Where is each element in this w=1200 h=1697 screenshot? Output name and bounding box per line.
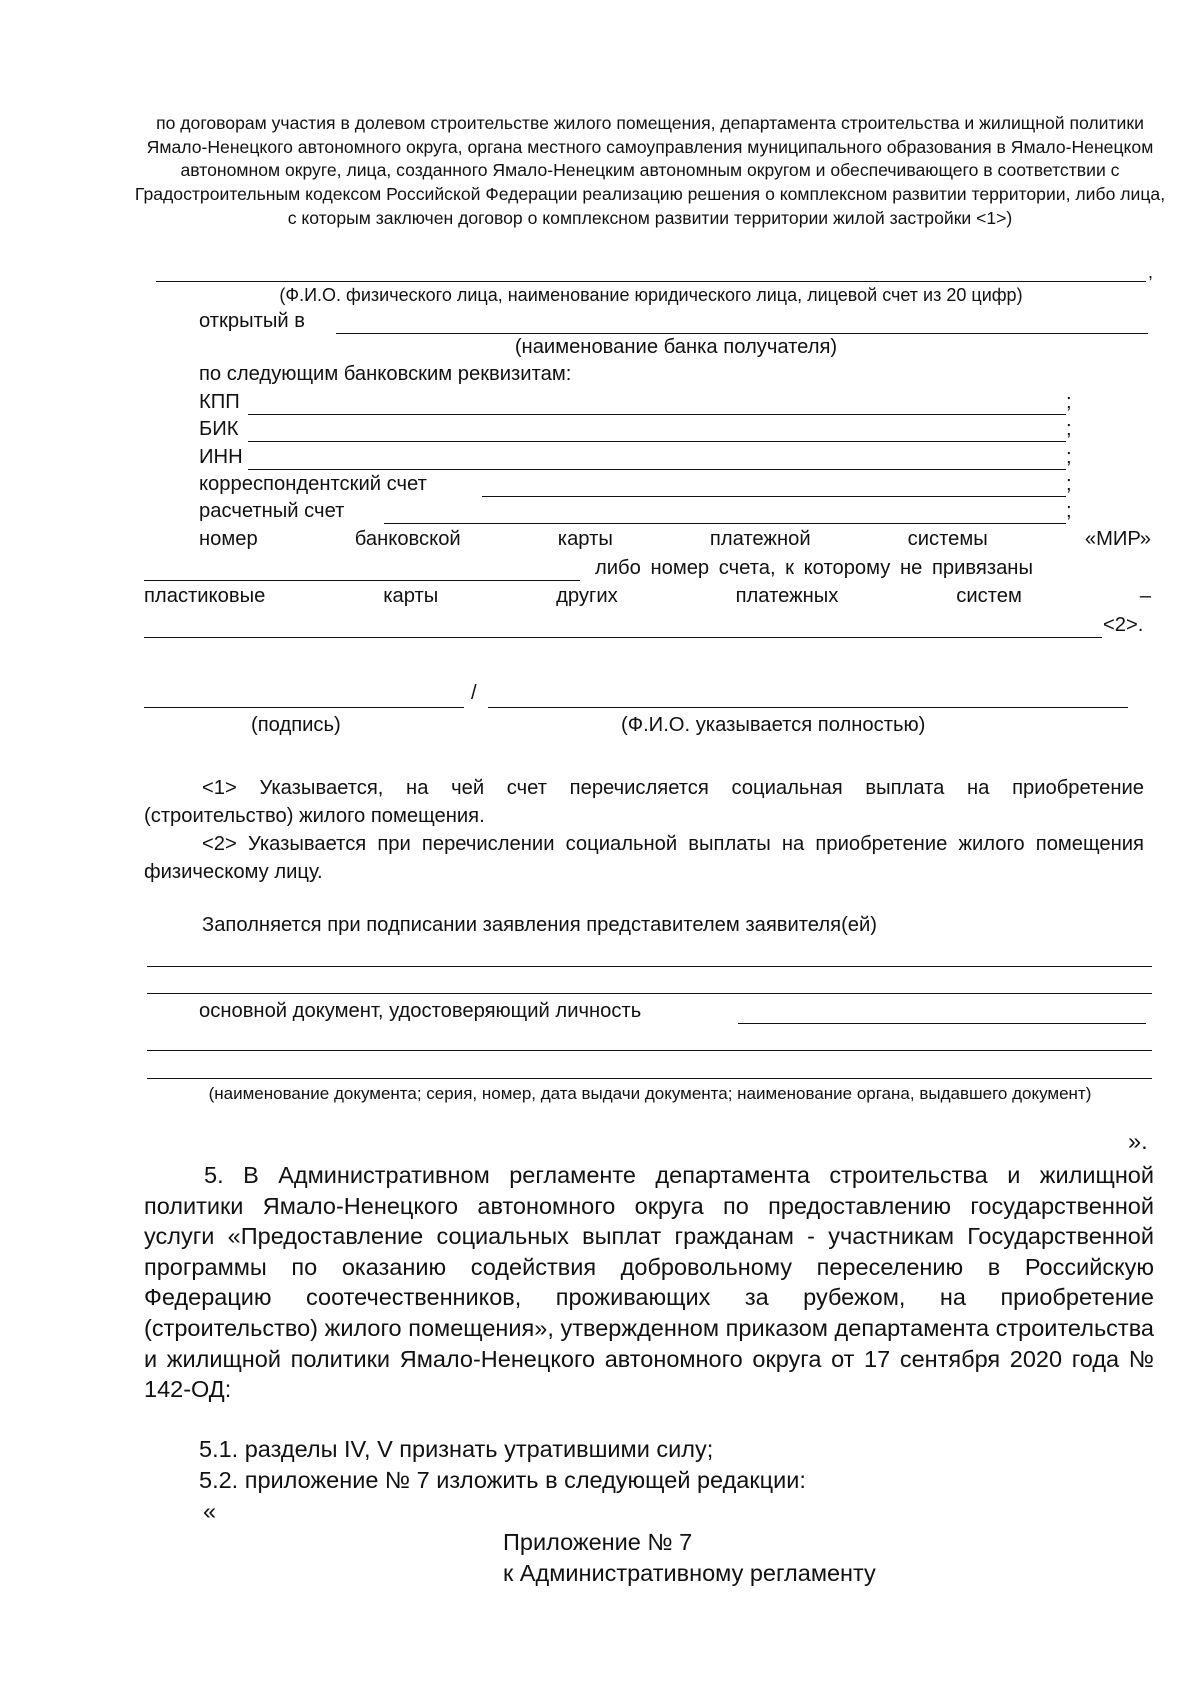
recipient-line bbox=[156, 281, 1146, 282]
recipient-trailing-comma: , bbox=[1148, 262, 1154, 282]
account-number-line bbox=[144, 637, 1102, 638]
settlement-account-line bbox=[384, 523, 1066, 524]
signature-slash: / bbox=[471, 682, 477, 704]
settlement-account-terminator: ; bbox=[1066, 500, 1072, 522]
corr-account-label: корреспондентский счет bbox=[199, 473, 427, 495]
inn-line bbox=[248, 469, 1066, 470]
appendix-subtitle: к Административному регламенту bbox=[503, 1560, 876, 1586]
full-name-caption: (Ф.И.О. указывается полностью) bbox=[621, 714, 926, 736]
bank-caption: (наименование банка получателя) bbox=[514, 336, 838, 358]
card-line-1 bbox=[199, 528, 1151, 551]
id-document-line bbox=[738, 1023, 1146, 1024]
footnote-1: <1> Указывается, на чей счет перечисляется социальная выплата на приобретение (строительство) жилого помещения. bbox=[144, 777, 1144, 827]
representative-line-1 bbox=[147, 966, 1152, 967]
open-quote: « bbox=[203, 1498, 217, 1524]
card-number-line bbox=[144, 580, 580, 581]
card-word: карты bbox=[557, 528, 613, 550]
bik-label: БИК bbox=[199, 418, 239, 440]
amendment-paragraph: 5. В Административном регламенте департамента строительства и жилищной политики Ямало-Ненецкого автономного округа по предоставлению государственной услуги «Предоставление социальных выплат гражданам - участникам Государственной программы по оказанию содействия добровольному переселению в Российскую Федерацию соотечественников, проживающих за рубежом, на приобретение (строительство) жилого помещения», утвержденном приказом департамента строительства и жилищной политики Ямало-Ненецкого автономного округа от 17 сентября 2020 года № 142-ОД: bbox=[144, 1162, 1154, 1403]
corr-account-terminator: ; bbox=[1066, 473, 1072, 495]
card-word: номер bbox=[199, 528, 258, 550]
id-document-caption: (наименование документа; серия, номер, дата выдачи документа; наименование органа, выдавшего документ) bbox=[208, 1084, 1092, 1103]
card-word: карты bbox=[383, 585, 439, 607]
corr-account-line bbox=[482, 496, 1066, 497]
card-word: пластиковые bbox=[144, 585, 266, 607]
bik-line bbox=[248, 441, 1066, 442]
closing-quote: ». bbox=[1128, 1128, 1148, 1154]
full-name-line bbox=[488, 707, 1128, 708]
bik-terminator: ; bbox=[1066, 418, 1072, 440]
card-word: платежной bbox=[709, 528, 811, 550]
card-line-4-end: <2>. bbox=[1103, 614, 1144, 636]
inn-label: ИНН bbox=[199, 446, 243, 468]
card-word: систем bbox=[956, 585, 1022, 607]
settlement-account-label: расчетный счет bbox=[199, 500, 345, 522]
card-word: системы bbox=[907, 528, 988, 550]
kpp-label: КПП bbox=[199, 391, 240, 413]
card-word: банковской bbox=[354, 528, 461, 550]
card-line-3 bbox=[144, 585, 1151, 608]
representative-line-3 bbox=[147, 1050, 1152, 1051]
id-document-label: основной документ, удостоверяющий личность bbox=[199, 1000, 642, 1022]
item-5-1: 5.1. разделы IV, V признать утратившими силу; bbox=[199, 1436, 714, 1462]
signature-line bbox=[144, 707, 464, 708]
card-word: платежных bbox=[735, 585, 839, 607]
footnote-2: <2> Указывается при перечислении социальной выплаты на приобретение жилого помещения физическому лицу. bbox=[144, 833, 1144, 883]
representative-line-4 bbox=[147, 1078, 1152, 1079]
recipient-caption: (Ф.И.О. физического лица, наименование юридического лица, лицевой счет из 20 цифр) bbox=[279, 285, 1023, 305]
representative-line-2 bbox=[147, 993, 1152, 994]
appendix-title: Приложение № 7 bbox=[503, 1529, 693, 1555]
card-word: – bbox=[1139, 585, 1151, 607]
card-word: других bbox=[556, 585, 618, 607]
kpp-terminator: ; bbox=[1066, 391, 1072, 413]
card-word: «МИР» bbox=[1084, 528, 1151, 550]
opened-in-label: открытый в bbox=[199, 310, 305, 332]
signature-caption: (подпись) bbox=[251, 714, 341, 736]
kpp-line bbox=[248, 414, 1066, 415]
requisites-intro: по следующим банковским реквизитам: bbox=[199, 363, 572, 385]
card-line-2: либо номер счета, к которому не привязаны bbox=[595, 557, 1033, 579]
item-5-2: 5.2. приложение № 7 изложить в следующей редакции: bbox=[199, 1467, 806, 1493]
header-text: по договорам участия в долевом строительстве жилого помещения, департамента строительства и жилищной политики Ямало-Ненецкого автономного округа, органа местного самоуправления муниципального образования в Ямало-Ненецком автономном округе, лица, созданного Ямало-Ненецким автономным округом и обеспечивающего в соответствии с Градостроительным кодексом Российской Федерации реализацию решения о комплексном развитии территории, либо лица, с которым заключен договор о комплексном развитии территории жилой застройки <1>) bbox=[134, 113, 1166, 228]
bank-name-line bbox=[336, 333, 1148, 334]
representative-heading: Заполняется при подписании заявления представителем заявителя(ей) bbox=[202, 914, 878, 936]
inn-terminator: ; bbox=[1066, 446, 1072, 468]
